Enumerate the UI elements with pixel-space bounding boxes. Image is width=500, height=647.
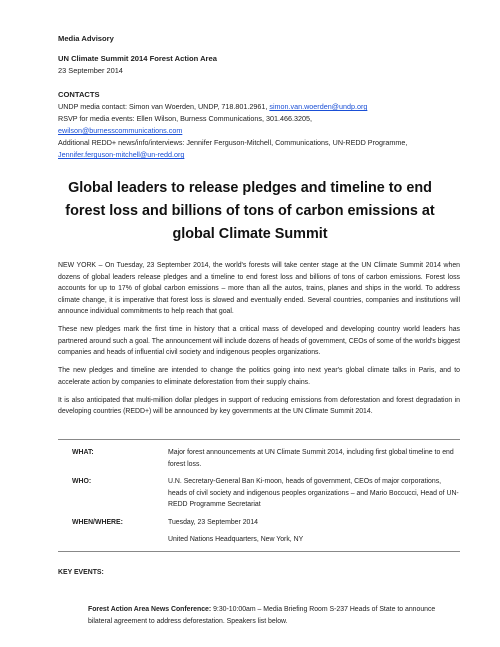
contacts-section — [58, 89, 460, 161]
paragraph-1: NEW YORK – On Tuesday, 23 September 2014, the world's forests will take center stage at the UN Climate Summit 2014 when dozens of global leaders release pledges and a timeline to end forest loss and billions of tons of carbon emissions. Forest loss accounts for up to 17% of global carbon emissions – more than all the autos, trains, planes and ships in the world. To address climate change, it is imperative that forest loss is slowed and eventually ended. Several countries, companies and institutions will announce individual commitments to help reach that goal. — [58, 262, 460, 315]
info-row-when — [72, 517, 460, 546]
info-row-what — [72, 447, 460, 470]
headline — [40, 177, 460, 246]
what-value: Major forest announcements at UN Climate Summit 2014, including first global timeline to end forest loss. — [168, 449, 454, 468]
contact-rsvp-text: RSVP for media events: Ellen Wilson, Burness Communications, 301.466.3205, — [58, 114, 312, 123]
when-value — [168, 517, 460, 546]
contact-redd-text: Additional REDD+ news/info/interviews: Jennifer Ferguson-Mitchell, Communications, UN-REDD Programme, — [58, 138, 408, 147]
who-label: WHO: — [72, 478, 92, 485]
who-value: U.N. Secretary-General Ban Ki-moon, heads of government, CEOs of major corporations, heads of civil society and indigenous peoples organizations – and Mario Boccucci, Head of UN-REDD Programme Secretariat — [168, 478, 459, 508]
headline-line-2: forest loss and billions of tons of carbon emissions at — [65, 203, 435, 219]
unredd-email-link[interactable]: Jennifer.ferguson-mitchell@un-redd.org — [58, 150, 185, 159]
undp-email-link[interactable]: simon.van.woerden@undp.org — [269, 102, 368, 111]
forest-news-conference — [88, 604, 460, 627]
what-label: WHAT: — [72, 449, 94, 456]
when-label: WHEN/WHERE: — [72, 518, 123, 526]
forest-conference-label: Forest Action Area News Conference: — [88, 606, 212, 613]
advisory-date: 23 September 2014 — [58, 66, 123, 75]
forest-conference-text: 9:30-10:00am – Media Briefing Room S-237 Heads of State to announce bilateral agreement to address deforestation. Speakers list below. — [88, 606, 436, 625]
key-events-title: KEY EVENTS: — [58, 569, 104, 576]
headline-line-3: global Climate Summit — [172, 226, 328, 242]
paragraph-3: The new pledges and timeline are intended to change the politics going into next year's global climate talks in Paris, and to accelerate action by companies to eliminate deforestation from their supply chains. — [58, 367, 460, 386]
body-text — [58, 260, 460, 424]
headline-line-1: Global leaders to release pledges and timeline to end — [68, 180, 432, 196]
when-location: United Nations Headquarters, New York, NY — [168, 536, 304, 543]
burness-email-link[interactable]: ewilson@burnesscommunications.com — [58, 126, 183, 135]
paragraph-4: It is also anticipated that multi-million dollar pledges in support of reducing emissions from deforestation and forest degradation in developing countries (REDD+) will be announced by key governments at the UN Climate Summit 2014. — [58, 396, 460, 415]
info-row-who — [72, 476, 460, 511]
summit-title: UN Climate Summit 2014 Forest Action Area — [58, 54, 217, 63]
divider-bottom — [58, 551, 460, 552]
contact-undp — [58, 101, 460, 113]
when-date: Tuesday, 23 September 2014 — [168, 518, 259, 526]
contacts-title: CONTACTS — [58, 90, 100, 99]
contact-undp-text: UNDP media contact: Simon van Woerden, UNDP, 718.801.2961, — [58, 102, 270, 111]
info-table — [72, 447, 460, 552]
paragraph-2: These new pledges mark the first time in history that a critical mass of developed and developing country world leaders has partnered around such a goal. The announcement will include dozens of heads of government, CEOs of some of the world's biggest companies and heads of influential civil society and indigenous peoples organizations. — [58, 326, 460, 356]
divider-top — [58, 439, 460, 440]
media-advisory-label: Media Advisory — [58, 34, 114, 43]
